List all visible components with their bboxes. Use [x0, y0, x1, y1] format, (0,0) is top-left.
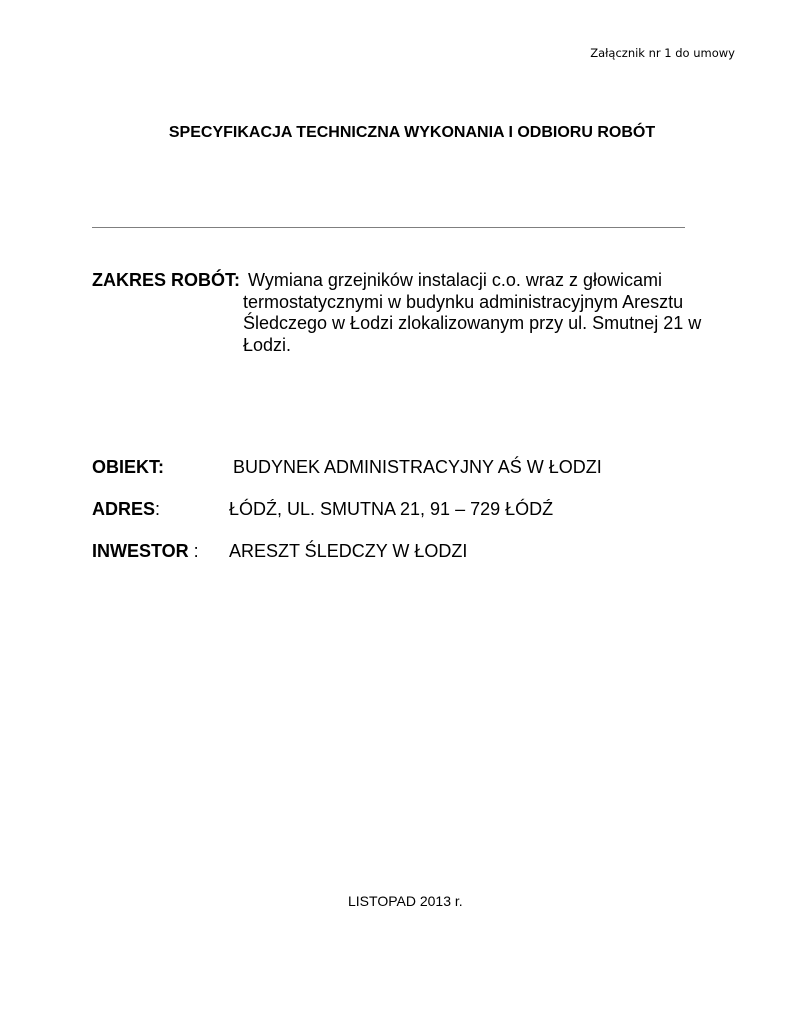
address-label-suffix: :: [155, 499, 161, 519]
scope-line: Śledczego w Łodzi zlokalizowanym przy ul. Smutnej 21 w: [243, 313, 702, 333]
investor-label-suffix: :: [188, 541, 199, 561]
horizontal-rule: [92, 227, 685, 228]
address-label: [92, 499, 160, 520]
scope-label: ZAKRES ROBÓT:: [92, 270, 240, 290]
investor-value: ARESZT ŚLEDCZY W ŁODZI: [229, 541, 468, 561]
scope-line: Łodzi.: [243, 334, 292, 355]
address-label-text: ADRES: [92, 499, 156, 519]
object-label-text: OBIEKT:: [92, 457, 164, 477]
document-title: SPECYFIKACJA TECHNICZNA WYKONANIA I ODBIORU ROBÓT: [168, 124, 656, 141]
scope-line: Wymiana grzejników instalacji c.o. wraz z głowicami: [248, 270, 662, 290]
attachment-note: Załącznik nr 1 do umowy: [590, 46, 735, 60]
document-date: LISTOPAD 2013 r.: [348, 893, 463, 909]
scope-line: termostatycznymi w budynku administracyjnym Aresztu: [243, 291, 684, 312]
investor-label: [92, 541, 199, 562]
investor-label-text: INWESTOR: [92, 541, 189, 561]
address-value: ŁÓDŹ, UL. SMUTNA 21, 91 – 729 ŁÓDŹ: [229, 499, 554, 519]
scope-description: [243, 270, 723, 356]
object-label: [92, 457, 164, 478]
object-value: BUDYNEK ADMINISTRACYJNY AŚ W ŁODZI: [233, 457, 602, 477]
